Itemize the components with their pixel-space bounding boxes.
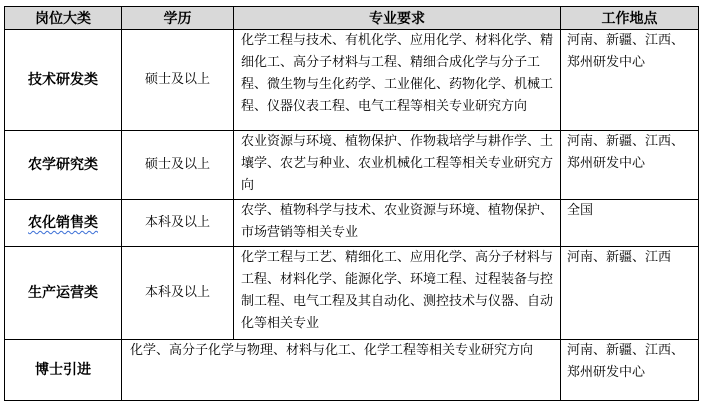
table-row [5,340,699,401]
education-cell: 硕士及以上 [122,30,234,131]
category-cell: 技术研发类 [5,30,122,131]
header-location: 工作地点 [561,7,699,30]
category-label: 农化销售类 [28,215,98,231]
category-cell: 生产运营类 [5,247,122,340]
location-cell: 河南、新疆、江西、郑州研发中心 [561,131,699,200]
location-cell: 河南、新疆、江西、郑州研发中心 [561,340,699,401]
table-row [5,131,699,200]
header-education: 学历 [122,7,234,30]
education-cell: 本科及以上 [122,247,234,340]
header-category: 岗位大类 [5,7,122,30]
major-cell: 化学工程与工艺、精细化工、应用化学、高分子材料与工程、材料化学、能源化学、环境工程、过程装备与控制工程、电气工程及其自动化、测控技术与仪器、自动化等相关专业 [234,247,561,340]
location-cell: 河南、新疆、江西、郑州研发中心 [561,30,699,131]
education-cell: 硕士及以上 [122,131,234,200]
education-cell: 本科及以上 [122,200,234,247]
header-major: 专业要求 [234,7,561,30]
major-cell: 农学、植物科学与技术、农业资源与环境、植物保护、市场营销等相关专业 [234,200,561,247]
category-cell: 博士引进 [5,340,122,401]
recruitment-table [4,6,699,401]
major-cell: 农业资源与环境、植物保护、作物栽培学与耕作学、土壤学、农艺与种业、农业机械化工程等相关专业研究方向 [234,131,561,200]
category-cell [5,200,122,247]
location-cell: 全国 [561,200,699,247]
location-cell: 河南、新疆、江西 [561,247,699,340]
table-row [5,247,699,340]
table-row [5,30,699,131]
major-cell: 化学工程与技术、有机化学、应用化学、材料化学、精细化工、高分子材料与工程、精细合成化学与分子工程、微生物与生化药学、工业催化、药物化学、机械工程、仪器仪表工程、电气工程等相关专业研究方向 [234,30,561,131]
category-cell: 农学研究类 [5,131,122,200]
header-row [5,7,699,30]
table-row [5,200,699,247]
merged-major-cell: 化学、高分子化学与物理、材料与化工、化学工程等相关专业研究方向 [122,340,561,401]
